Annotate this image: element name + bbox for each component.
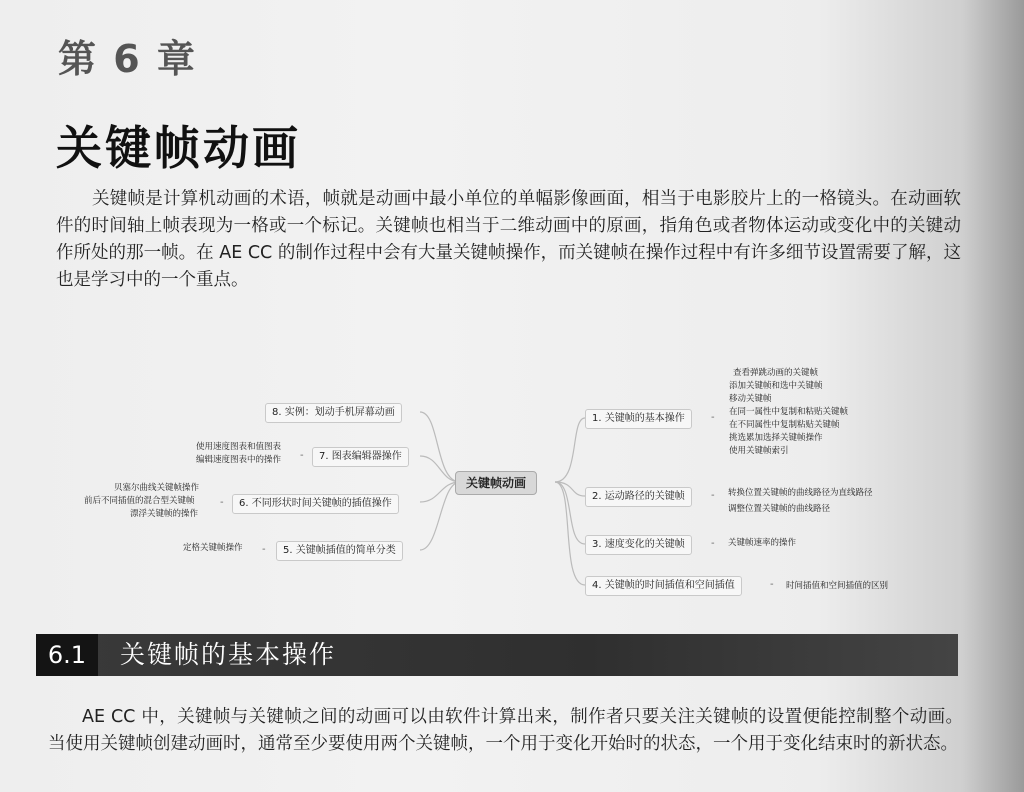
section-header <box>36 634 958 676</box>
mind-map-center: 关键帧动画 <box>455 471 537 495</box>
branch-3-dash: - <box>711 538 715 549</box>
branch-2-dash: - <box>711 490 715 501</box>
connector-left-7 <box>420 456 460 482</box>
branch-1: 1. 关键帧的基本操作 <box>585 409 692 429</box>
leaf: 在不同属性中复制粘贴关键帧 <box>729 420 840 430</box>
leaf: 挑选累加选择关键帧操作 <box>729 433 823 443</box>
connector-right-3 <box>555 482 585 544</box>
branch-1-dash: - <box>711 412 715 423</box>
branch-4: 4. 关键帧的时间插值和空间插值 <box>585 576 742 596</box>
leaf: 时间插值和空间插值的区别 <box>786 581 889 591</box>
branch-2: 2. 运动路径的关键帧 <box>585 487 692 507</box>
section-title: 关键帧的基本操作 <box>120 640 337 669</box>
chapter-label: 第 6 章 <box>58 37 197 81</box>
branch-7-dash: - <box>300 450 304 461</box>
leaf: 转换位置关键帧的曲线路径为直线路径 <box>728 488 873 498</box>
leaf: 前后不同插值的混合型关键帧 <box>84 496 195 506</box>
branch-6: 6. 不同形状时间关键帧的插值操作 <box>232 494 399 514</box>
section-number: 6.1 <box>36 634 98 676</box>
intro-paragraph: 关键帧是计算机动画的术语，帧就是动画中最小单位的单幅影像画面，相当于电影胶片上的一格镜头。在动画软件的时间轴上帧表现为一格或一个标记。关键帧也相当于二维动画中的原画，指角色或者物体运动或变化中的关键动作所处的那一帧。在 AE CC 的制作过程中会有大量关键帧操作，而关键帧在操作过程中有许多细节设置需要了解，这也是学习中的一个重点。 <box>56 189 961 290</box>
connector-right-4 <box>555 482 585 585</box>
leaf: 漂浮关键帧的操作 <box>130 509 199 519</box>
leaf: 添加关键帧和选中关键帧 <box>729 381 823 391</box>
connector-left-8 <box>420 412 460 482</box>
leaf: 在同一属性中复制和粘贴关键帧 <box>729 407 849 417</box>
leaf: 关键帧速率的操作 <box>728 538 797 548</box>
branch-8: 8. 实例：划动手机屏幕动画 <box>265 403 402 423</box>
leaf: 使用速度图表和值图表 <box>196 442 282 452</box>
branch-3: 3. 速度变化的关键帧 <box>585 535 692 555</box>
leaf: 调整位置关键帧的曲线路径 <box>728 504 831 514</box>
branch-4-dash: - <box>770 579 774 590</box>
mind-map <box>0 360 1024 610</box>
chapter-title: 关键帧动画 <box>56 121 301 175</box>
leaf: 查看弹跳动画的关键帧 <box>733 368 819 378</box>
branch-5: 5. 关键帧插值的简单分类 <box>276 541 403 561</box>
leaf: 编辑速度图表中的操作 <box>196 455 282 465</box>
connector-right-1 <box>555 418 585 482</box>
branch-5-dash: - <box>262 544 266 555</box>
branch-7: 7. 图表编辑器操作 <box>312 447 409 467</box>
leaf: 移动关键帧 <box>729 394 772 404</box>
section-paragraph: AE CC 中，关键帧与关键帧之间的动画可以由软件计算出来，制作者只要关注关键帧的设置便能控制整个动画。当使用关键帧创建动画时，通常至少要使用两个关键帧，一个用于变化开始时的状态，一个用于变化结束时的新状态。 <box>48 707 963 754</box>
branch-6-dash: - <box>220 497 224 508</box>
leaf: 贝塞尔曲线关键帧操作 <box>114 483 200 493</box>
leaf: 定格关键帧操作 <box>183 543 243 553</box>
leaf: 使用关键帧索引 <box>729 446 789 456</box>
